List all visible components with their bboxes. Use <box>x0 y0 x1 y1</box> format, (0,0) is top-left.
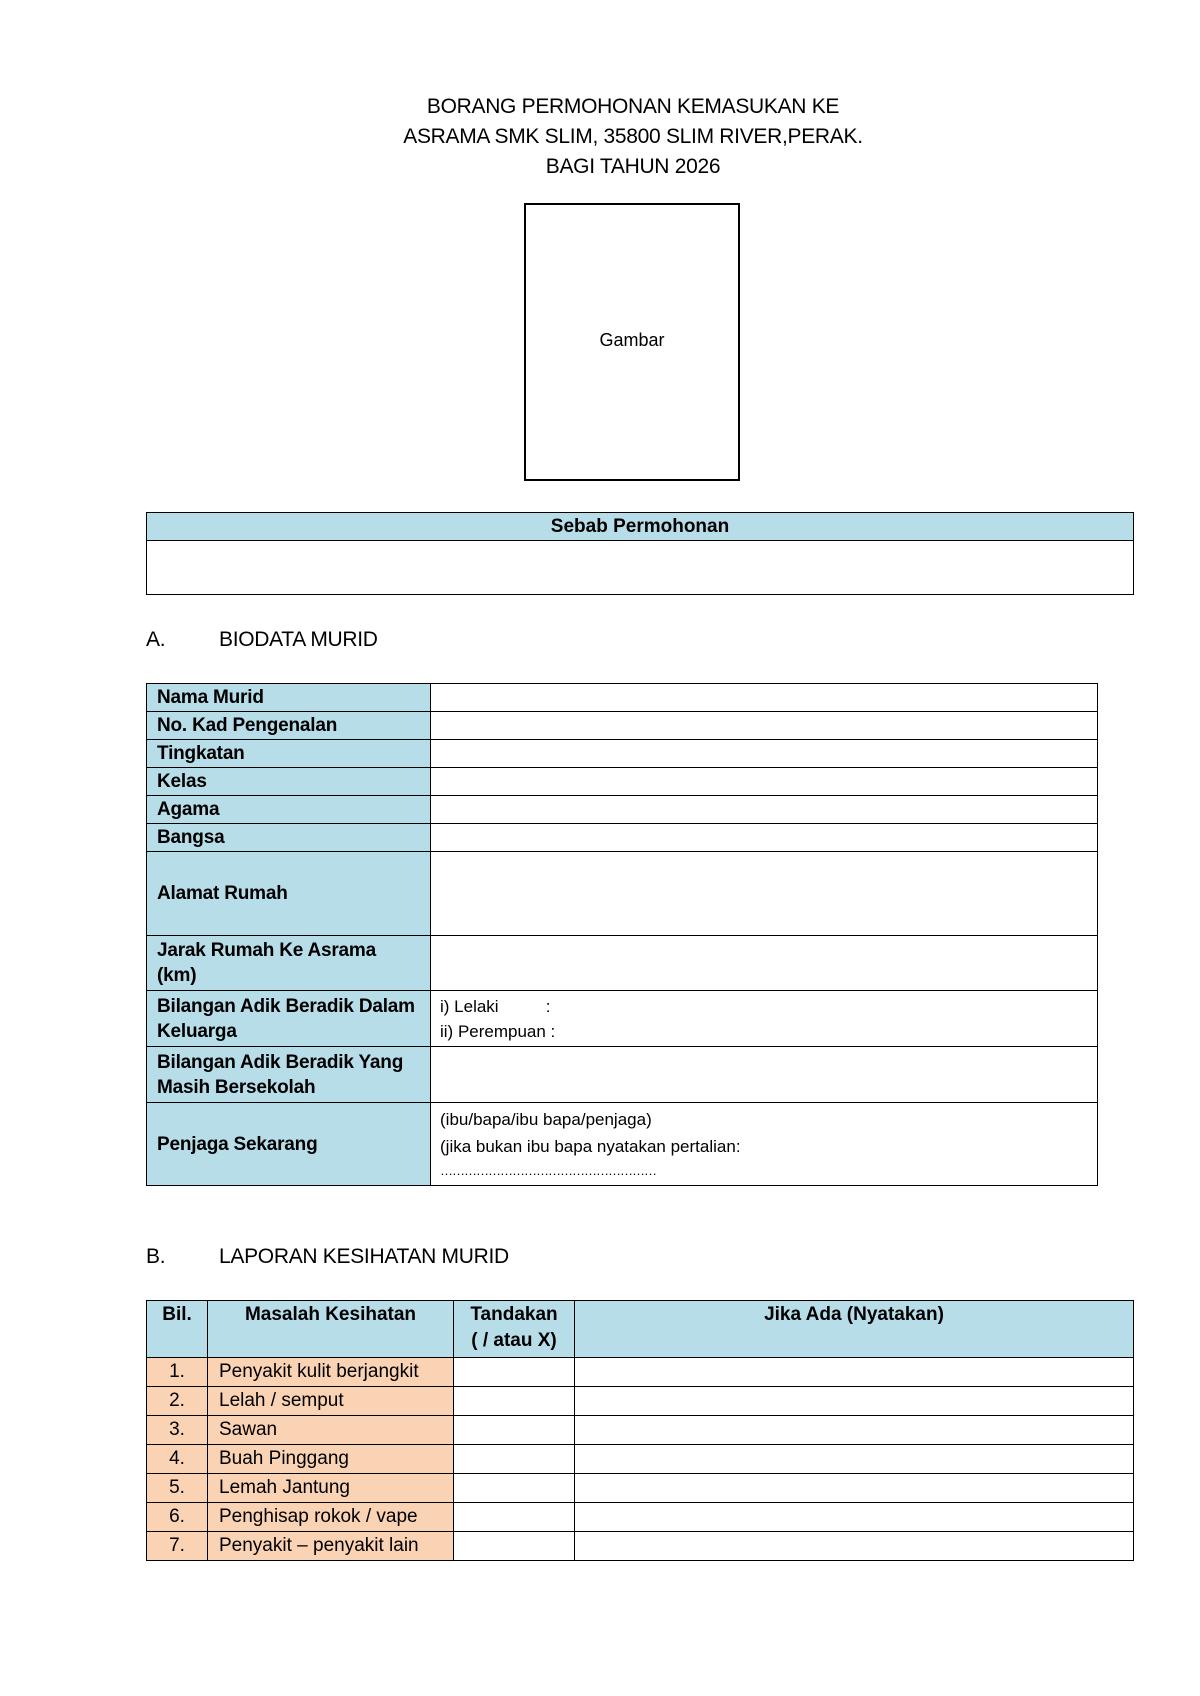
column-header-details: Jika Ada (Nyatakan) <box>575 1301 1134 1358</box>
column-header-bil: Bil. <box>147 1301 208 1358</box>
biodata-label: Alamat Rumah <box>147 852 431 936</box>
reason-table <box>146 512 1134 595</box>
biodata-row <box>147 824 1098 852</box>
biodata-row <box>147 991 1098 1047</box>
column-header-mark-line-2: ( / atau X) <box>471 1330 557 1351</box>
race-field[interactable] <box>431 824 1098 852</box>
biodata-label: No. Kad Pengenalan <box>147 712 431 740</box>
siblings-female-line: ii) Perempuan : <box>440 1021 556 1041</box>
health-table-header <box>147 1301 1134 1358</box>
reason-header: Sebab Permohonan <box>147 513 1134 541</box>
biodata-label: Bangsa <box>147 824 431 852</box>
biodata-row <box>147 768 1098 796</box>
form-title-line-2: ASRAMA SMK SLIM, 35800 SLIM RIVER,PERAK. <box>403 125 863 148</box>
details-cell[interactable] <box>575 1416 1134 1445</box>
table-row <box>147 1358 1134 1387</box>
biodata-row <box>147 684 1098 712</box>
biodata-label: Kelas <box>147 768 431 796</box>
table-row <box>147 1503 1134 1532</box>
health-issue-label: Sawan <box>208 1416 454 1445</box>
table-row <box>147 1474 1134 1503</box>
table-row <box>147 1387 1134 1416</box>
mark-cell[interactable] <box>454 1503 575 1532</box>
health-issue-label: Penyakit – penyakit lain <box>208 1532 454 1561</box>
row-number: 7. <box>147 1532 208 1561</box>
details-cell[interactable] <box>575 1358 1134 1387</box>
mark-cell[interactable] <box>454 1445 575 1474</box>
table-row <box>147 1532 1134 1561</box>
health-issue-label: Penyakit kulit berjangkit <box>208 1358 454 1387</box>
column-header-mark <box>454 1301 575 1358</box>
siblings-count-field[interactable] <box>431 991 1098 1047</box>
religion-field[interactable] <box>431 796 1098 824</box>
details-cell[interactable] <box>575 1503 1134 1532</box>
biodata-row <box>147 1103 1098 1186</box>
mark-cell[interactable] <box>454 1474 575 1503</box>
biodata-label: Bilangan Adik Beradik Yang Masih Bersekolah <box>147 1047 431 1103</box>
form-level-field[interactable] <box>431 740 1098 768</box>
mark-cell[interactable] <box>454 1387 575 1416</box>
guardian-options: (ibu/bapa/ibu bapa/penjaga) <box>440 1110 652 1129</box>
photo-label: Gambar <box>599 329 665 350</box>
distance-field[interactable] <box>431 936 1098 991</box>
mark-cell[interactable] <box>454 1532 575 1561</box>
biodata-label: Penjaga Sekarang <box>147 1103 431 1186</box>
form-title-line-1: BORANG PERMOHONAN KEMASUKAN KE <box>426 95 840 118</box>
siblings-male-line: i) Lelaki : <box>440 996 551 1016</box>
biodata-row <box>147 796 1098 824</box>
table-row <box>147 1416 1134 1445</box>
siblings-in-school-field[interactable] <box>431 1047 1098 1103</box>
guardian-relationship-note: (jika bukan ibu bapa nyatakan pertalian: <box>440 1137 741 1156</box>
student-name-field[interactable] <box>431 684 1098 712</box>
home-address-field[interactable] <box>431 852 1098 936</box>
biodata-row <box>147 1047 1098 1103</box>
details-cell[interactable] <box>575 1532 1134 1561</box>
biodata-row <box>147 852 1098 936</box>
row-number: 1. <box>147 1358 208 1387</box>
section-a-title: BIODATA MURID <box>219 628 378 651</box>
column-header-mark-line-1: Tandakan <box>470 1304 558 1325</box>
guardian-field[interactable] <box>431 1103 1098 1186</box>
reason-field[interactable] <box>147 541 1134 595</box>
biodata-row <box>147 936 1098 991</box>
details-cell[interactable] <box>575 1387 1134 1416</box>
details-cell[interactable] <box>575 1445 1134 1474</box>
health-issue-label: Lelah / semput <box>208 1387 454 1416</box>
details-cell[interactable] <box>575 1474 1134 1503</box>
class-field[interactable] <box>431 768 1098 796</box>
section-a-number: A. <box>146 628 166 651</box>
row-number: 6. <box>147 1503 208 1532</box>
biodata-label: Nama Murid <box>147 684 431 712</box>
mark-cell[interactable] <box>454 1358 575 1387</box>
health-report-table <box>146 1300 1134 1561</box>
biodata-row <box>147 712 1098 740</box>
student-biodata-table <box>146 683 1098 1186</box>
photo-box[interactable] <box>524 203 740 481</box>
mark-cell[interactable] <box>454 1416 575 1445</box>
biodata-label: Agama <box>147 796 431 824</box>
biodata-row <box>147 740 1098 768</box>
table-row <box>147 1445 1134 1474</box>
column-header-health-issue: Masalah Kesihatan <box>208 1301 454 1358</box>
health-issue-label: Penghisap rokok / vape <box>208 1503 454 1532</box>
section-b-title: LAPORAN KESIHATAN MURID <box>219 1245 509 1268</box>
form-title-line-3: BAGI TAHUN 2026 <box>545 155 721 178</box>
biodata-label: Jarak Rumah Ke Asrama (km) <box>147 936 431 991</box>
biodata-label: Tingkatan <box>147 740 431 768</box>
row-number: 4. <box>147 1445 208 1474</box>
row-number: 2. <box>147 1387 208 1416</box>
form-title <box>0 92 1200 182</box>
section-a-heading <box>146 628 378 652</box>
section-b-heading <box>146 1245 509 1269</box>
health-issue-label: Buah Pinggang <box>208 1445 454 1474</box>
health-issue-label: Lemah Jantung <box>208 1474 454 1503</box>
ic-number-field[interactable] <box>431 712 1098 740</box>
row-number: 5. <box>147 1474 208 1503</box>
biodata-label: Bilangan Adik Beradik Dalam Keluarga <box>147 991 431 1047</box>
section-b-number: B. <box>146 1245 166 1268</box>
guardian-relationship-blank: ……………………………………………… <box>440 1163 656 1178</box>
row-number: 3. <box>147 1416 208 1445</box>
